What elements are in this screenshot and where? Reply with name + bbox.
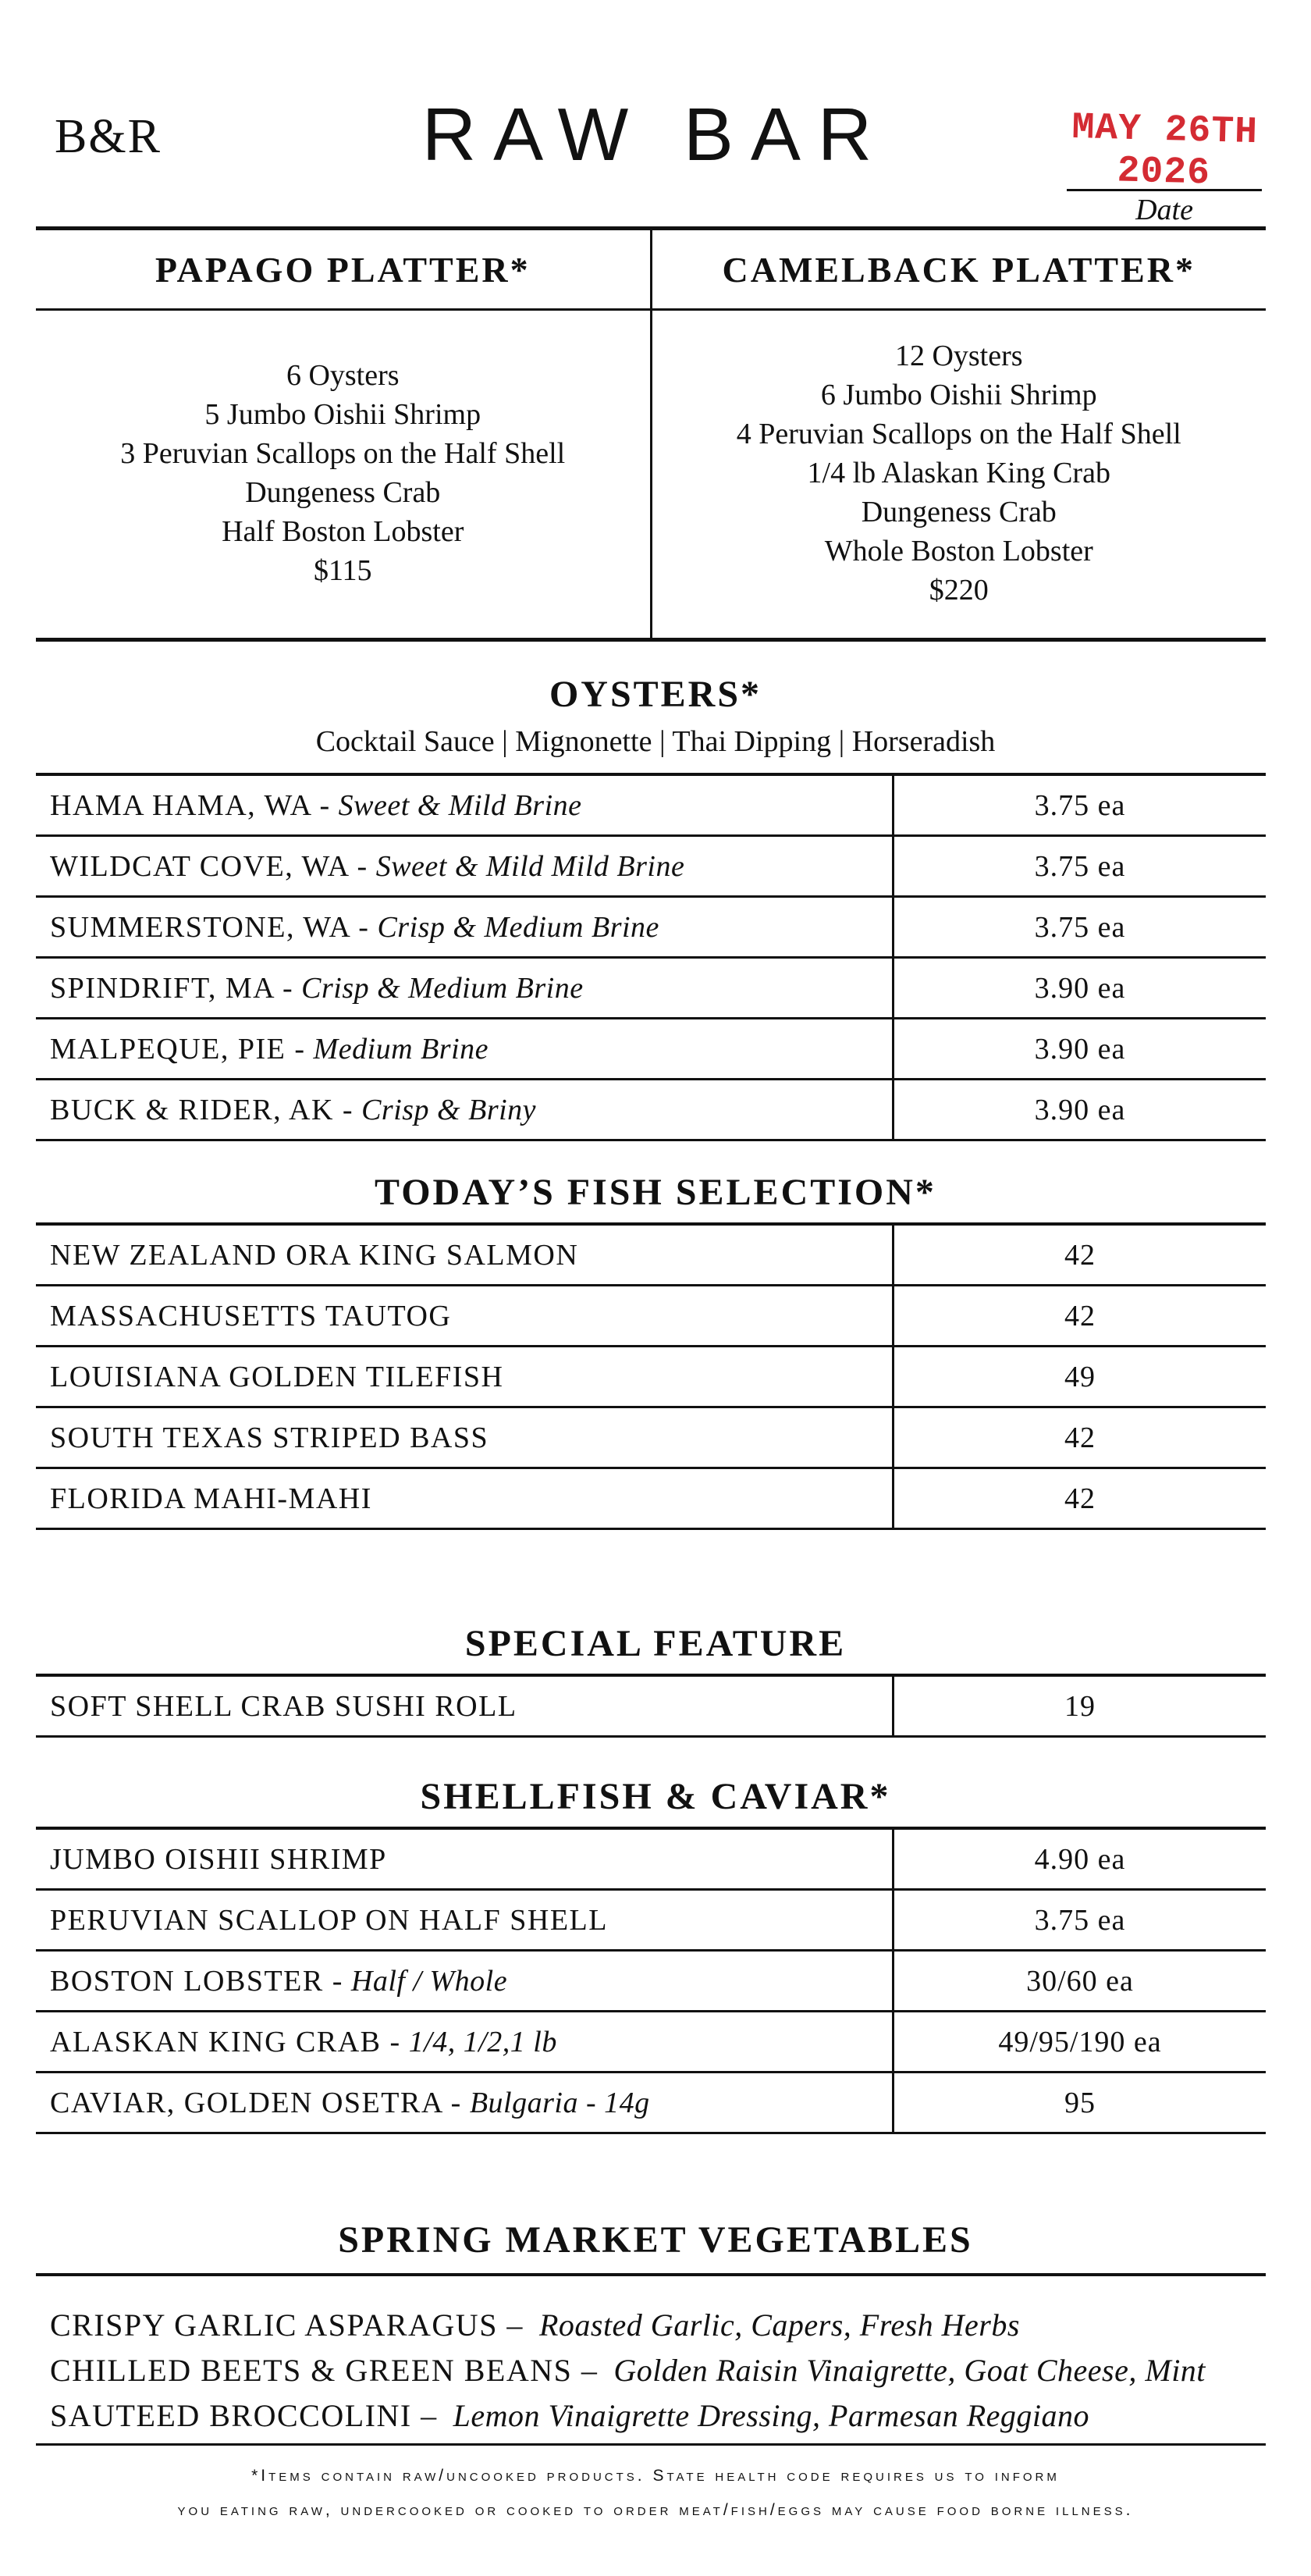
- platter-item: 6 Oysters: [286, 359, 400, 392]
- table-row: [36, 1891, 1266, 1952]
- platters-section: [36, 226, 1266, 642]
- table-row: [36, 898, 1266, 959]
- item-name: NEW ZEALAND ORA KING SALMON: [36, 1226, 894, 1284]
- item-name: SUMMERSTONE, WA -: [50, 910, 370, 944]
- platter-camelback: [650, 230, 1267, 638]
- item-price: 3.90 ea: [1034, 971, 1126, 1005]
- item-price: 3.75 ea: [1034, 910, 1126, 944]
- platter-price: $115: [313, 554, 372, 587]
- item-name: MASSACHUSETTS TAUTOG: [36, 1286, 894, 1345]
- platter-item: Dungeness Crab: [861, 496, 1057, 528]
- item-price: 42: [1064, 1238, 1096, 1272]
- item-desc: 1/4, 1/2,1 lb: [408, 2025, 557, 2058]
- item-desc: Half / Whole: [350, 1964, 508, 1998]
- platter-item: 4 Peruvian Scallops on the Half Shell: [736, 418, 1181, 450]
- date-label: Date: [1135, 194, 1193, 226]
- table-row: [36, 1408, 1266, 1469]
- list-item: [50, 2303, 1206, 2348]
- date-stamp-value: MAY 26TH 2026: [1071, 106, 1259, 195]
- item-name: SPINDRIFT, MA -: [50, 971, 294, 1005]
- item-name: ALASKAN KING CRAB -: [50, 2025, 401, 2058]
- list-item: [50, 2348, 1206, 2393]
- table-row: [36, 1347, 1266, 1408]
- item-price: 19: [1064, 1689, 1096, 1723]
- item-price: 49: [1064, 1360, 1096, 1393]
- special-title: SPECIAL FEATURE: [464, 1623, 847, 1664]
- special-table: [36, 1674, 1266, 1738]
- restaurant-logo: B&R: [55, 110, 162, 163]
- table-row: [36, 1226, 1266, 1286]
- item-price: 42: [1064, 1482, 1096, 1515]
- item-desc: Medium Brine: [313, 1032, 489, 1066]
- item-desc: Bulgaria - 14g: [469, 2086, 650, 2119]
- veg-desc: Lemon Vinaigrette Dressing, Parmesan Reggiano: [453, 2398, 1090, 2433]
- oysters-title: OYSTERS*: [549, 674, 762, 715]
- item-price: 4.90 ea: [1034, 1842, 1126, 1876]
- fish-table: [36, 1222, 1266, 1530]
- vegetables-bottom-rule: [36, 2443, 1266, 2446]
- item-name: WILDCAT COVE, WA -: [50, 849, 368, 883]
- platter-item: 1/4 lb Alaskan King Crab: [807, 457, 1110, 489]
- platter-item: Whole Boston Lobster: [824, 535, 1093, 568]
- date-stamp: [1047, 106, 1281, 227]
- item-desc: Sweet & Mild Brine: [338, 788, 582, 822]
- platter-papago: [36, 230, 650, 638]
- oysters-sauces: Cocktail Sauce | Mignonette | Thai Dipping | Horseradish: [315, 725, 996, 758]
- item-price: 42: [1064, 1421, 1096, 1454]
- table-row: [36, 837, 1266, 898]
- platter-item: 3 Peruvian Scallops on the Half Shell: [120, 437, 566, 470]
- item-name: HAMA HAMA, WA -: [50, 788, 331, 822]
- list-item: [50, 2393, 1206, 2439]
- platter-name: PAPAGO PLATTER*: [36, 230, 650, 311]
- item-name: CAVIAR, GOLDEN OSETRA -: [50, 2086, 462, 2119]
- vegetables-title: SPRING MARKET VEGETABLES: [338, 2219, 973, 2261]
- item-name: LOUISIANA GOLDEN TILEFISH: [36, 1347, 894, 1406]
- item-desc: Crisp & Medium Brine: [377, 910, 659, 944]
- platter-item: 12 Oysters: [894, 340, 1023, 372]
- oysters-table: [36, 773, 1266, 1141]
- veg-name: SAUTEED BROCCOLINI –: [50, 2398, 438, 2433]
- veg-desc: Golden Raisin Vinaigrette, Goat Cheese, Mint: [613, 2353, 1206, 2388]
- table-row: [36, 1677, 1266, 1738]
- veg-desc: Roasted Garlic, Capers, Fresh Herbs: [538, 2307, 1020, 2343]
- table-row: [36, 1952, 1266, 2012]
- platter-name: CAMELBACK PLATTER*: [652, 230, 1267, 311]
- shellfish-table: [36, 1827, 1266, 2134]
- item-price: 42: [1064, 1299, 1096, 1332]
- item-name: BOSTON LOBSTER -: [50, 1964, 343, 1998]
- item-price: 3.75 ea: [1034, 1903, 1126, 1937]
- item-price: 3.90 ea: [1034, 1093, 1126, 1126]
- item-price: 30/60 ea: [1026, 1964, 1134, 1998]
- platter-items: [36, 308, 650, 638]
- table-row: [36, 776, 1266, 837]
- table-row: [36, 2073, 1266, 2134]
- platter-price: $220: [929, 574, 989, 607]
- item-name: SOFT SHELL CRAB SUSHI ROLL: [36, 1677, 894, 1735]
- vegetables-list: [50, 2303, 1206, 2439]
- table-row: [36, 1469, 1266, 1530]
- platter-items: [652, 308, 1267, 638]
- item-price: 3.90 ea: [1034, 1032, 1126, 1066]
- item-name: FLORIDA MAHI-MAHI: [36, 1469, 894, 1528]
- item-desc: Crisp & Briny: [361, 1093, 537, 1126]
- item-price: 3.75 ea: [1034, 849, 1126, 883]
- item-name: JUMBO OISHII SHRIMP: [50, 1842, 387, 1876]
- item-name: MALPEQUE, PIE -: [50, 1032, 306, 1066]
- platter-item: 6 Jumbo Oishii Shrimp: [820, 379, 1097, 411]
- disclaimer-line: *Items contain raw/uncooked products. State health code requires us to inform: [251, 2467, 1060, 2485]
- item-name: SOUTH TEXAS STRIPED BASS: [36, 1408, 894, 1467]
- disclaimer-line: you eating raw, undercooked or cooked to order meat/fish/eggs may cause food borne illness.: [177, 2501, 1134, 2519]
- page-title: RAW BAR: [421, 93, 890, 176]
- table-row: [36, 1286, 1266, 1347]
- platter-item: Dungeness Crab: [245, 476, 441, 509]
- item-name: PERUVIAN SCALLOP ON HALF SHELL: [50, 1903, 608, 1937]
- shellfish-title: SHELLFISH & CAVIAR*: [420, 1776, 891, 1817]
- item-price: 95: [1064, 2086, 1096, 2119]
- table-row: [36, 1019, 1266, 1080]
- fish-title: TODAY’S FISH SELECTION*: [375, 1172, 936, 1213]
- item-name: BUCK & RIDER, AK -: [50, 1093, 354, 1126]
- item-desc: Sweet & Mild Mild Brine: [375, 849, 685, 883]
- vegetables-top-rule: [36, 2273, 1266, 2276]
- health-disclaimer: [0, 2459, 1311, 2528]
- item-desc: Crisp & Medium Brine: [301, 971, 584, 1005]
- table-row: [36, 1080, 1266, 1141]
- veg-name: CRISPY GARLIC ASPARAGUS –: [50, 2307, 524, 2343]
- platter-item: 5 Jumbo Oishii Shrimp: [204, 398, 481, 431]
- table-row: [36, 2012, 1266, 2073]
- table-row: [36, 1830, 1266, 1891]
- veg-name: CHILLED BEETS & GREEN BEANS –: [50, 2353, 599, 2388]
- platter-item: Half Boston Lobster: [222, 515, 464, 548]
- item-price: 3.75 ea: [1034, 788, 1126, 822]
- table-row: [36, 959, 1266, 1019]
- item-price: 49/95/190 ea: [998, 2025, 1162, 2058]
